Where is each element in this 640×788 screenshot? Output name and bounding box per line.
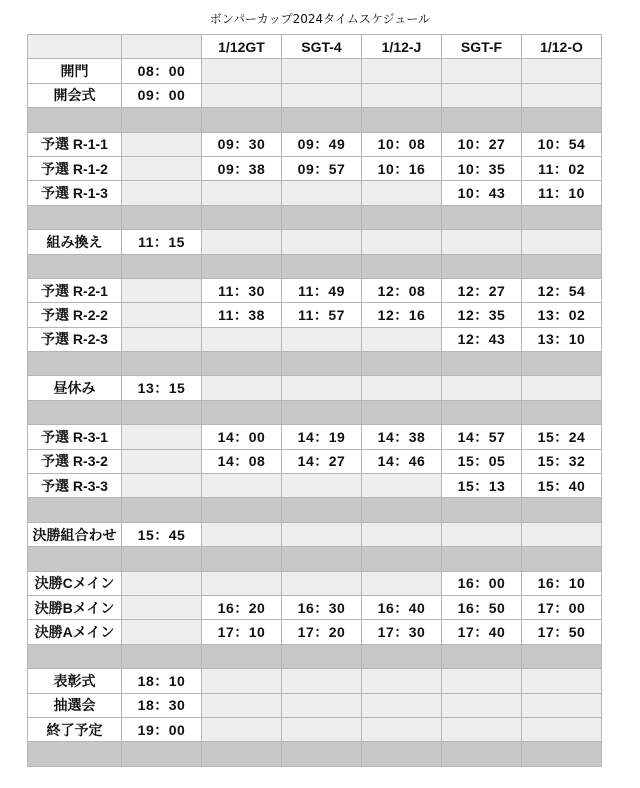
separator-cell [122, 742, 202, 766]
row-label: 決勝Aメイン [28, 620, 122, 644]
common-time-cell: 18：30 [122, 693, 202, 717]
separator-cell [122, 254, 202, 278]
class-time-cell [282, 59, 362, 83]
class-time-cell: 10：35 [442, 156, 522, 180]
separator-row [28, 742, 602, 766]
separator-cell [362, 547, 442, 571]
separator-cell [522, 644, 602, 668]
class-time-cell [442, 376, 522, 400]
class-time-cell [202, 571, 282, 595]
separator-cell [28, 547, 122, 571]
class-time-cell [442, 59, 522, 83]
class-time-cell [282, 693, 362, 717]
separator-cell [362, 254, 442, 278]
class-time-cell [522, 83, 602, 107]
class-time-cell [202, 83, 282, 107]
class-time-cell: 09：38 [202, 156, 282, 180]
table-row [28, 571, 602, 595]
table-row [28, 449, 602, 473]
class-time-cell [202, 376, 282, 400]
separator-cell [282, 205, 362, 229]
separator-cell [522, 254, 602, 278]
class-time-cell [362, 571, 442, 595]
row-label: 表彰式 [28, 669, 122, 693]
separator-cell [202, 742, 282, 766]
class-time-cell: 15：05 [442, 449, 522, 473]
table-row [28, 303, 602, 327]
row-label: 予選 R-2-2 [28, 303, 122, 327]
separator-cell [202, 108, 282, 132]
class-time-cell [442, 83, 522, 107]
row-label: 予選 R-3-2 [28, 449, 122, 473]
table-row [28, 620, 602, 644]
class-time-cell: 14：27 [282, 449, 362, 473]
separator-cell [442, 254, 522, 278]
separator-cell [522, 498, 602, 522]
separator-cell [362, 352, 442, 376]
class-time-cell [362, 230, 442, 254]
class-time-cell [282, 522, 362, 546]
separator-cell [202, 547, 282, 571]
class-time-cell [202, 669, 282, 693]
separator-cell [282, 352, 362, 376]
class-time-cell: 11：02 [522, 156, 602, 180]
class-time-cell [522, 230, 602, 254]
separator-cell [362, 644, 442, 668]
class-time-cell [362, 83, 442, 107]
separator-cell [442, 352, 522, 376]
class-time-cell [362, 717, 442, 741]
separator-cell [28, 352, 122, 376]
row-label: 予選 R-3-3 [28, 474, 122, 498]
class-time-cell [282, 474, 362, 498]
row-label: 予選 R-1-1 [28, 132, 122, 156]
common-time-cell: 19：00 [122, 717, 202, 741]
common-time-cell [122, 303, 202, 327]
common-time-cell [122, 474, 202, 498]
table-row [28, 669, 602, 693]
row-label: 終了予定 [28, 717, 122, 741]
class-time-cell [522, 693, 602, 717]
class-time-cell: 15：24 [522, 425, 602, 449]
separator-row [28, 498, 602, 522]
table-row [28, 230, 602, 254]
class-time-cell: 13：02 [522, 303, 602, 327]
header-cell-common [122, 35, 202, 59]
header-cell-class: 1/12GT [202, 35, 282, 59]
class-time-cell: 17：20 [282, 620, 362, 644]
common-time-cell: 11：15 [122, 230, 202, 254]
class-time-cell [202, 474, 282, 498]
class-time-cell: 10：43 [442, 181, 522, 205]
class-time-cell: 15：13 [442, 474, 522, 498]
class-time-cell: 12：35 [442, 303, 522, 327]
header-cell-class: SGT-4 [282, 35, 362, 59]
table-row [28, 156, 602, 180]
class-time-cell: 11：49 [282, 278, 362, 302]
common-time-cell [122, 595, 202, 619]
header-cell-class: SGT-F [442, 35, 522, 59]
class-time-cell: 09：49 [282, 132, 362, 156]
class-time-cell: 13：10 [522, 327, 602, 351]
class-time-cell: 16：40 [362, 595, 442, 619]
class-time-cell: 09：57 [282, 156, 362, 180]
row-label: 予選 R-2-1 [28, 278, 122, 302]
class-time-cell [362, 327, 442, 351]
header-cell-label [28, 35, 122, 59]
row-label: 昼休み [28, 376, 122, 400]
class-time-cell: 10：27 [442, 132, 522, 156]
class-time-cell: 14：19 [282, 425, 362, 449]
separator-row [28, 547, 602, 571]
class-time-cell: 14：08 [202, 449, 282, 473]
row-label: 決勝組合わせ [28, 522, 122, 546]
class-time-cell [442, 717, 522, 741]
table-row [28, 693, 602, 717]
class-time-cell [202, 230, 282, 254]
separator-cell [522, 547, 602, 571]
class-time-cell: 16：50 [442, 595, 522, 619]
row-label: 予選 R-1-2 [28, 156, 122, 180]
class-time-cell [362, 522, 442, 546]
separator-row [28, 352, 602, 376]
separator-cell [28, 108, 122, 132]
separator-cell [362, 498, 442, 522]
class-time-cell: 17：30 [362, 620, 442, 644]
common-time-cell: 09：00 [122, 83, 202, 107]
class-time-cell: 14：46 [362, 449, 442, 473]
class-time-cell [282, 230, 362, 254]
class-time-cell [282, 571, 362, 595]
separator-cell [28, 498, 122, 522]
common-time-cell [122, 181, 202, 205]
common-time-cell [122, 278, 202, 302]
separator-row [28, 400, 602, 424]
table-row [28, 376, 602, 400]
separator-cell [442, 400, 522, 424]
separator-cell [442, 742, 522, 766]
class-time-cell: 09：30 [202, 132, 282, 156]
table-row [28, 59, 602, 83]
schedule-table [27, 34, 602, 767]
class-time-cell [202, 717, 282, 741]
separator-cell [122, 498, 202, 522]
class-time-cell: 14：38 [362, 425, 442, 449]
common-time-cell [122, 425, 202, 449]
table-row [28, 474, 602, 498]
separator-cell [282, 742, 362, 766]
class-time-cell: 16：30 [282, 595, 362, 619]
class-time-cell: 14：57 [442, 425, 522, 449]
class-time-cell [522, 669, 602, 693]
separator-cell [522, 400, 602, 424]
common-time-cell [122, 132, 202, 156]
class-time-cell [282, 181, 362, 205]
class-time-cell: 17：00 [522, 595, 602, 619]
separator-cell [362, 205, 442, 229]
separator-cell [28, 205, 122, 229]
class-time-cell [362, 376, 442, 400]
class-time-cell [442, 669, 522, 693]
class-time-cell [282, 717, 362, 741]
table-row [28, 83, 602, 107]
separator-cell [282, 547, 362, 571]
class-time-cell [362, 474, 442, 498]
class-time-cell [522, 717, 602, 741]
class-time-cell: 12：27 [442, 278, 522, 302]
class-time-cell [522, 522, 602, 546]
class-time-cell: 15：40 [522, 474, 602, 498]
header-row [28, 35, 602, 59]
row-label: 予選 R-3-1 [28, 425, 122, 449]
table-row [28, 181, 602, 205]
common-time-cell [122, 620, 202, 644]
separator-cell [442, 547, 522, 571]
class-time-cell: 17：10 [202, 620, 282, 644]
class-time-cell [362, 181, 442, 205]
separator-cell [122, 547, 202, 571]
table-row [28, 717, 602, 741]
class-time-cell [442, 230, 522, 254]
common-time-cell [122, 571, 202, 595]
row-label: 予選 R-2-3 [28, 327, 122, 351]
class-time-cell [202, 181, 282, 205]
class-time-cell: 16：20 [202, 595, 282, 619]
separator-cell [442, 498, 522, 522]
class-time-cell [282, 83, 362, 107]
table-row [28, 522, 602, 546]
separator-cell [122, 352, 202, 376]
separator-cell [122, 108, 202, 132]
class-time-cell [202, 327, 282, 351]
separator-cell [202, 498, 282, 522]
class-time-cell [522, 59, 602, 83]
separator-cell [28, 400, 122, 424]
separator-cell [282, 644, 362, 668]
class-time-cell: 11：57 [282, 303, 362, 327]
separator-cell [202, 205, 282, 229]
class-time-cell [202, 59, 282, 83]
class-time-cell: 11：38 [202, 303, 282, 327]
class-time-cell [362, 59, 442, 83]
row-label: 開門 [28, 59, 122, 83]
header-cell-class: 1/12-O [522, 35, 602, 59]
separator-cell [442, 205, 522, 229]
common-time-cell: 18：10 [122, 669, 202, 693]
page-title: ボンパーカップ2024タイムスケジュール [209, 12, 431, 26]
separator-row [28, 205, 602, 229]
class-time-cell: 11：10 [522, 181, 602, 205]
row-label: 予選 R-1-3 [28, 181, 122, 205]
separator-cell [522, 352, 602, 376]
class-time-cell: 10：54 [522, 132, 602, 156]
common-time-cell: 15：45 [122, 522, 202, 546]
separator-cell [122, 644, 202, 668]
class-time-cell: 10：08 [362, 132, 442, 156]
common-time-cell [122, 449, 202, 473]
class-time-cell: 17：40 [442, 620, 522, 644]
table-row [28, 327, 602, 351]
table-row [28, 595, 602, 619]
class-time-cell [282, 669, 362, 693]
class-time-cell: 12：08 [362, 278, 442, 302]
separator-cell [442, 644, 522, 668]
separator-cell [362, 400, 442, 424]
class-time-cell: 11：30 [202, 278, 282, 302]
separator-cell [122, 400, 202, 424]
separator-cell [282, 400, 362, 424]
separator-cell [522, 108, 602, 132]
separator-cell [362, 108, 442, 132]
separator-cell [362, 742, 442, 766]
class-time-cell [362, 693, 442, 717]
table-row [28, 132, 602, 156]
row-label: 決勝Bメイン [28, 595, 122, 619]
class-time-cell [282, 327, 362, 351]
row-label: 開会式 [28, 83, 122, 107]
separator-cell [522, 205, 602, 229]
row-label: 決勝Cメイン [28, 571, 122, 595]
separator-cell [28, 254, 122, 278]
table-row [28, 425, 602, 449]
class-time-cell: 12：16 [362, 303, 442, 327]
separator-row [28, 644, 602, 668]
separator-cell [202, 254, 282, 278]
class-time-cell: 15：32 [522, 449, 602, 473]
separator-cell [202, 644, 282, 668]
separator-cell [282, 498, 362, 522]
class-time-cell: 16：10 [522, 571, 602, 595]
class-time-cell [522, 376, 602, 400]
common-time-cell: 08：00 [122, 59, 202, 83]
separator-cell [282, 254, 362, 278]
separator-cell [442, 108, 522, 132]
class-time-cell: 14：00 [202, 425, 282, 449]
class-time-cell: 16：00 [442, 571, 522, 595]
separator-row [28, 108, 602, 132]
common-time-cell [122, 156, 202, 180]
table-row [28, 278, 602, 302]
class-time-cell [362, 669, 442, 693]
class-time-cell: 17：50 [522, 620, 602, 644]
common-time-cell [122, 327, 202, 351]
class-time-cell: 12：54 [522, 278, 602, 302]
class-time-cell [202, 522, 282, 546]
common-time-cell: 13：15 [122, 376, 202, 400]
separator-cell [122, 205, 202, 229]
class-time-cell [442, 693, 522, 717]
header-cell-class: 1/12-J [362, 35, 442, 59]
class-time-cell: 12：43 [442, 327, 522, 351]
row-label: 抽選会 [28, 693, 122, 717]
row-label: 組み換え [28, 230, 122, 254]
separator-cell [28, 742, 122, 766]
class-time-cell: 10：16 [362, 156, 442, 180]
schedule-body [28, 59, 602, 766]
separator-cell [202, 352, 282, 376]
separator-cell [522, 742, 602, 766]
separator-cell [28, 644, 122, 668]
separator-row [28, 254, 602, 278]
class-time-cell [202, 693, 282, 717]
separator-cell [202, 400, 282, 424]
separator-cell [282, 108, 362, 132]
class-time-cell [442, 522, 522, 546]
class-time-cell [282, 376, 362, 400]
